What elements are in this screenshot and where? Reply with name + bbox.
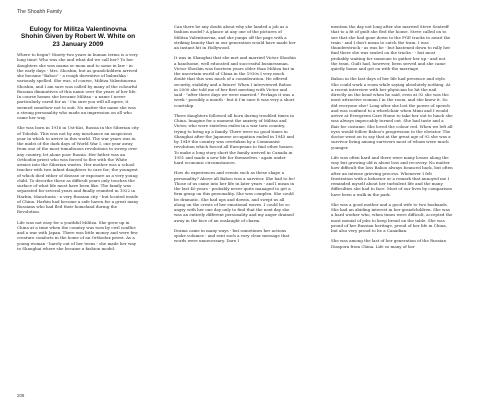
eulogy-title [17, 26, 139, 48]
paragraph: It was in Shanghai that she met and married Victor Shoshin a handsome, well educated and successful businessman. Victor Shoshin was fourteen years older than Militza but in the uncertain world of China in the 1930s I very much doubt that this was much of a consideration. He offered security, stability and a future! When I interviewed Baboo in 2000 she told me of her first meeting with Victor and said - "after three days we were married." Perhaps it was a week - possibly a month - but it I'm sure it was very a short courtship. [174, 55, 296, 108]
paragraph: Life was not easy for a youthful Militza. She grew up in China at a time when the country was torn by civil conflict and a war with Japan. There was little money and were few creature comforts in the home of an Orthodox priest. As a young woman - barely out of her teens - she made her way to Shanghai where she became a fashion model. [17, 219, 138, 251]
text-column-2 [174, 24, 296, 392]
paragraph: Baboo in the last days of her life had presence and style. She could work a room while saying absolutely nothing. At a recent interview with her physician he hit the nail directly on the head when he said, even at 92 she was the most attractive woman I in the room, and she knew it. So did everyone else! Long after she lost the power of speech and was confined to a wheelchair when Mimi and I would arrive at Evergreen Care Home to take her out to lunch she was always impeccably turned out. She had taste and a flair for costume. She loved the colour red. When we left all eyes would follow Baboo's progression to the elevator. The doctor went on to say that at the great age of 92 she was a survivor living among survivors most of whom were much younger. [331, 76, 453, 150]
title-line: Shohin Given by Robert W. White on [20, 33, 136, 41]
paragraph: Three daughters followed all born during troubled times in China. Imagine for a moment the anxiety of Militza and Victor, who were stateless exiles in a war torn country, trying to bring up a family. There were no good times in Shanghai after the Japanese occupation ended in 1945 and by 1949 the country was overtaken by a Communist revolution which forced all Europeans to find other homes. To make a long story short the family arrived in Canada in 1951 and made a new life for themselves - again under hard economic circumstances. [174, 112, 295, 165]
paragraph: She was born in 1916 in Ust-Kut, Russia in the Siberian city of Tobolsk. This was not by any mischance an auspicious year in which to arrive in this world. The war years was in the midst of the dark days of World War I, one year away from one of the most tumultuous revolutions to sweep over any country, let alone poor Russia. Her father was an Orthodox priest who was forced to flee with the White armies into the Siberian wastes. Her mother was a school teacher with two infant daughters to care for; the youngest of which died either of disease or exposure as a very young child. To describe these as difficult years only touches the surface of what life must have been like. The family was separated for several years and finally reunited in 1922 in Harbin, Manchuria - a very Russian city - but located inside of China. Harbin had become a safe haven for a great many Russians who had fled their homeland during the Revolution. [17, 125, 139, 215]
title-line: 23 January 2009 [52, 40, 104, 48]
text-column-3 [331, 24, 453, 392]
title-line: Eulogy for Militza Valentinovna [29, 26, 127, 33]
running-head: The Shoahh Family [17, 9, 62, 15]
paragraph: Drama came in many ways - but sometimes her actions spoke volumes - and sent such a very clear message that words were unnecessary. Dare I [174, 227, 290, 244]
paragraph: Can there be any doubt about why she landed a job as a fashion model? A glance at any one of the pictures of Militza Valentinovna, and she jumps off the page with a striking beauty that in our generation would have made her an instant hit in Hollywood. [174, 24, 296, 50]
paragraph: Life was often hard and there were many losses along the way but growing old is about loss and recovery. No matter how difficult the loss Baboo always bounced back, but often after an intense grieving process. Whenever I felt frustration with a behavior or a remark that annoyed me I reminded myself about her turbulent life and the many difficulties she had to face. Most of our lives by comparison have been a walk in the park. [331, 154, 453, 197]
page-number: 208 [17, 393, 25, 398]
paragraph: She was among the last of her generation of the Russian Diaspora from China. Life so many of her [331, 238, 447, 249]
paragraph: mention the day not long after she married Steve Seatreff that to a fit of guilt she fled the house. Steve called on to see that she had gone down to the PGE tracks to await the train - and I don't mean to catch the train. I was thunderstruck - as was he - but hastened down to rally her find there she was seated on the tracks - - but most probably waiting for someone to gather her up - and not the train. Guilt had, however, been served and she came quietly home and got on with the marriage. [331, 24, 451, 71]
paragraph: She was a good mother and a good wife to two husbands. She had an abiding interest in her grandchildren. She was a hard worker who, when times were difficult, accepted the most menial of jobs to keep bread on the table. She was proud of her Russian heritage, proud of her life in China, but also very proud to be a Canadian. [331, 201, 453, 233]
paragraph: How do experiences and events such as these shape a personality? Above all Baboo was a survivor. She had to be! Those of us came into her life in later years - and I mean in the last 40 years - probably never quite managed to get a firm grasp on this personality. She was complex. She could be dramatic. She had ups and downs, and swept us all along on the crests of her emotional waves. I could be so angry with her one day only to find that the next day she was an entirely different personality and my anger drained away in the face of an onslaught of charm. [174, 170, 296, 223]
paragraph: Where to begin? Ninety-two years in human terms is a very long time! Who was she and what did we call her? To her daughters she was mama or mom and to some in law - in the early days - Mrs. Shoshin, but as grandchildren arrived she became "Baboo" - a rough derivative of babushka - variously spelled. She was, of course, Militza Valentinovna Shoshin, and I am sure was called by many of the colourful Russian diminutives of this name over the years of her life. In course homes she became Militza - a name I never particularly cared for as - I'm sure you will all agree, it seemed somehow not to suit. No matter the name she was a strong personality who made an impression on all who came her way. [17, 52, 138, 121]
text-column-1 [17, 24, 139, 392]
